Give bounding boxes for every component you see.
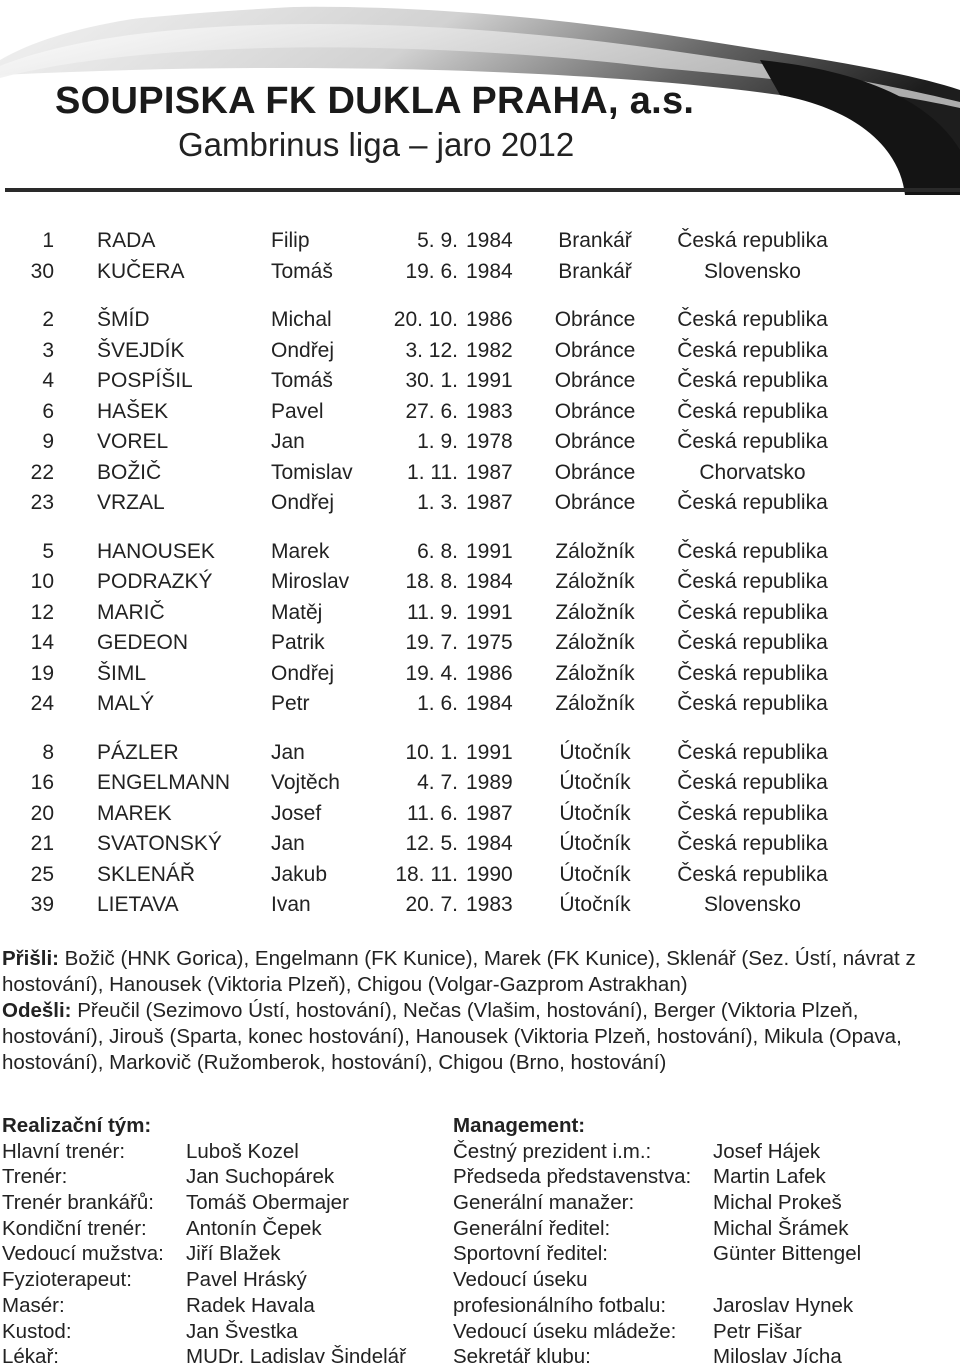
player-num: 24 [30,692,54,715]
player-row [0,458,960,489]
staff-role: Hlavní trenér: [2,1139,126,1163]
player-year: 1987 [466,801,513,825]
staff-role: Lékař: [2,1345,59,1369]
transfers-section [2,946,942,1076]
management-section [453,1113,953,1370]
player-nation: Česká republika [677,631,828,654]
management-person: Michal Šrámek [713,1216,849,1240]
player-first: Pavel [271,399,324,423]
player-dm: 1. 11. [407,460,458,484]
player-year: 1983 [466,893,513,916]
page-subtitle: Gambrinus liga – jaro 2012 [178,126,575,163]
player-position: Útočník [559,893,631,916]
player-row [0,257,960,288]
player-surname: PODRAZKÝ [97,570,213,593]
player-year: 1991 [466,740,513,764]
player-nation: Česká republika [677,740,828,764]
player-position: Útočník [559,740,631,764]
staff-person: Jiří Blažek [186,1242,281,1266]
player-surname: MAREK [97,801,172,825]
player-nation: Česká republika [677,430,828,453]
player-surname: VOREL [97,430,169,453]
player-dm: 5. 9. [417,229,458,252]
player-nation: Česká republika [677,600,828,624]
player-dm: 20. 7. [405,893,458,916]
player-year: 1991 [466,369,513,392]
player-num: 30 [30,259,54,283]
player-num: 9 [42,430,54,453]
player-nation: Česká republika [677,369,828,392]
management-row [453,1190,953,1216]
player-year: 1986 [466,661,513,685]
player-surname: BOŽIČ [97,460,162,484]
player-position: Obránce [554,460,636,484]
staff-row [2,1164,442,1190]
staff-person: Luboš Kozel [186,1139,299,1163]
player-dm: 6. 8. [417,539,458,563]
staff-row [2,1190,442,1216]
player-num: 23 [30,491,54,514]
staff-row [2,1139,442,1165]
player-num: 16 [30,771,54,794]
player-num: 21 [30,832,54,855]
player-first: Jakub [271,862,328,886]
player-first: Tomáš [271,259,333,283]
player-nation: Česká republika [677,399,828,423]
player-surname: ŠVEJDÍK [97,338,185,362]
player-position: Záložník [555,600,635,624]
player-first: Matěj [271,600,323,624]
player-nation: Chorvatsko [699,460,806,484]
player-first: Vojtěch [271,771,340,794]
player-first: Patrik [271,631,325,654]
player-nation: Česká republika [677,801,828,825]
player-surname: SKLENÁŘ [97,862,196,886]
player-surname: HAŠEK [97,399,169,423]
player-row [0,799,960,830]
staff-row [2,1216,442,1242]
player-position: Obránce [554,430,636,453]
roster-table [0,226,960,939]
player-position: Záložník [555,570,635,593]
player-dm: 19. 7. [405,631,458,654]
player-dm: 10. 1. [405,740,458,764]
player-surname: MARIČ [97,600,165,624]
player-dm: 19. 6. [405,259,458,283]
player-first: Michal [271,308,332,331]
management-role: Generální ředitel: [453,1216,611,1240]
staff-row [2,1293,442,1319]
player-row [0,598,960,629]
player-year: 1984 [466,832,513,855]
player-nation: Česká republika [677,229,828,252]
player-year: 1991 [466,600,513,624]
management-row [453,1216,953,1242]
player-year: 1986 [466,308,513,331]
player-row [0,689,960,720]
player-nation: Česká republika [677,570,828,593]
management-row [453,1344,953,1370]
transfers-arrived [2,946,942,998]
staff-role: Kustod: [2,1319,72,1343]
management-role: Sekretář klubu: [453,1345,591,1369]
player-dm: 20. 10. [393,308,458,331]
player-row [0,427,960,458]
player-dm: 18. 11. [395,862,458,886]
player-dm: 11. 6. [407,801,458,825]
player-year: 1987 [466,460,513,484]
player-num: 20 [30,801,54,825]
management-heading: Management: [453,1114,586,1137]
staff-role: Fyzioterapeut: [2,1268,132,1292]
player-dm: 4. 7. [417,771,458,794]
player-first: Tomislav [271,460,353,484]
management-row [453,1164,953,1190]
staff-section [2,1113,442,1370]
player-dm: 11. 9. [407,600,458,624]
player-nation: Česká republika [677,308,828,331]
roster-group [0,305,960,519]
player-year: 1975 [466,631,513,654]
player-row [0,226,960,257]
header-divider [5,188,960,192]
player-num: 10 [30,570,54,593]
management-role: Sportovní ředitel: [453,1242,608,1266]
player-first: Filip [271,229,310,252]
player-row [0,768,960,799]
player-year: 1990 [466,862,513,886]
player-num: 14 [30,631,54,654]
management-role: Generální manažer: [453,1191,635,1215]
staff-heading: Realizační tým: [2,1114,152,1137]
player-nation: Slovensko [704,893,801,916]
player-year: 1984 [466,692,513,715]
player-position: Záložník [555,661,635,685]
management-row [453,1293,953,1319]
player-dm: 12. 5. [405,832,458,855]
player-row [0,738,960,769]
player-num: 6 [42,399,54,423]
player-row [0,890,960,921]
player-dm: 3. 12. [405,338,458,362]
player-position: Obránce [554,491,636,514]
management-person: Jaroslav Hynek [713,1293,854,1317]
player-first: Jan [271,740,305,764]
transfers-arrived-text: Božič (HNK Gorica), Engelmann (FK Kunice), Marek (FK Kunice), Sklenář (Sez. Ústí, návrat z hostování), Hanousek (Viktoria Plzeň), Chigou (Volgar-Gazprom Astrakhan) [2,947,916,996]
player-first: Ondřej [271,491,335,514]
player-row [0,659,960,690]
player-row [0,567,960,598]
player-position: Záložník [555,631,635,654]
player-first: Jan [271,832,305,855]
player-nation: Slovensko [704,259,801,283]
player-dm: 19. 4. [405,661,458,685]
player-position: Obránce [554,308,636,331]
management-role: Vedoucí úseku [453,1268,588,1292]
management-person: Michal Prokeš [713,1191,842,1215]
player-position: Obránce [554,338,636,362]
management-person: Miloslav Jícha [713,1345,842,1369]
player-row [0,829,960,860]
player-position: Útočník [559,771,631,794]
player-surname: RADA [97,229,156,252]
staff-person: Antonín Čepek [186,1216,322,1240]
player-row [0,397,960,428]
player-surname: ENGELMANN [97,771,231,794]
player-dm: 27. 6. [405,399,458,423]
player-num: 25 [30,862,54,886]
player-position: Útočník [559,832,631,855]
staff-role: Trenér: [2,1165,68,1189]
player-dm: 1. 6. [417,692,458,715]
player-position: Obránce [554,369,636,392]
player-position: Brankář [558,259,632,283]
player-surname: VRZAL [97,491,165,514]
player-num: 8 [42,740,54,764]
staff-role: Masér: [2,1293,65,1317]
player-row [0,366,960,397]
staff-row [2,1344,442,1370]
staff-role: Trenér brankářů: [2,1191,154,1215]
staff-person: Jan Švestka [186,1319,298,1343]
player-year: 1989 [466,771,513,794]
player-position: Obránce [554,399,636,423]
player-position: Útočník [559,862,631,886]
roster-group [0,226,960,287]
player-num: 2 [42,308,54,331]
management-person: Günter Bittengel [713,1242,862,1266]
staff-person: Pavel Hráský [186,1268,307,1292]
player-row [0,488,960,519]
transfers-departed [2,998,942,1076]
player-nation: Česká republika [677,338,828,362]
transfers-departed-text: Přeučil (Sezimovo Ústí, hostování), Nečas (Vlašim, hostování), Berger (Viktoria Plzeň, hostování), Jirouš (Sparta, konec hostování), Hanousek (Viktoria Plzeň, hostování), Mikula (Opava, hostování), Markovič (Ružomberok, hostování), Chigou (Brno, hostování) [2,999,902,1074]
player-first: Ivan [271,893,311,916]
page-title: SOUPISKA FK DUKLA PRAHA, a.s. [55,80,695,122]
staff-row [2,1241,442,1267]
management-row [453,1241,953,1267]
player-num: 39 [30,893,54,916]
player-surname: POSPÍŠIL [97,369,193,392]
player-row [0,628,960,659]
staff-person: Radek Havala [186,1293,315,1317]
player-position: Útočník [559,801,631,825]
player-position: Záložník [555,692,635,715]
management-role: Čestný prezident i.m.: [453,1139,652,1163]
management-role: Předseda představenstva: [453,1165,692,1189]
staff-person: Tomáš Obermajer [186,1191,349,1215]
player-surname: SVATONSKÝ [97,832,222,855]
player-surname: LIETAVA [97,893,179,916]
management-person: Josef Hájek [713,1139,821,1163]
management-row [453,1267,953,1293]
player-year: 1984 [466,259,513,283]
management-person: Martin Lafek [713,1165,826,1189]
staff-row [2,1319,442,1345]
player-first: Miroslav [271,570,350,593]
player-first: Josef [271,801,322,825]
player-num: 3 [42,338,54,362]
player-nation: Česká republika [677,832,828,855]
staff-person: Jan Suchopárek [186,1165,335,1189]
player-first: Jan [271,430,305,453]
transfers-arrived-label: Přišli: [2,947,59,970]
management-role: Vedoucí úseku mládeže: [453,1319,677,1343]
player-row [0,860,960,891]
player-nation: Česká republika [677,862,828,886]
player-year: 1982 [466,338,513,362]
player-year: 1984 [466,229,513,252]
player-nation: Česká republika [677,661,828,685]
player-dm: 18. 8. [405,570,458,593]
player-row [0,305,960,336]
player-surname: GEDEON [97,631,189,654]
player-nation: Česká republika [677,539,828,563]
player-surname: PÁZLER [97,740,179,764]
player-nation: Česká republika [677,692,828,715]
player-first: Ondřej [271,661,335,685]
player-first: Marek [271,539,330,563]
player-first: Ondřej [271,338,335,362]
player-row [0,336,960,367]
player-position: Záložník [555,539,635,563]
player-surname: HANOUSEK [97,539,215,563]
staff-role: Kondiční trenér: [2,1216,147,1240]
player-dm: 1. 9. [417,430,458,453]
player-num: 19 [30,661,54,685]
player-year: 1983 [466,399,513,423]
roster-group [0,537,960,720]
staff-row [2,1267,442,1293]
player-surname: ŠIML [97,661,147,685]
player-surname: ŠMÍD [97,308,150,331]
player-num: 1 [42,229,54,252]
player-year: 1978 [466,430,513,453]
management-row [453,1139,953,1165]
player-num: 4 [42,369,54,392]
player-year: 1991 [466,539,513,563]
player-surname: KUČERA [97,259,185,283]
player-nation: Česká republika [677,771,828,794]
staff-person: MUDr. Ladislav Šindelář [186,1345,406,1369]
player-first: Tomáš [271,369,333,392]
management-row [453,1319,953,1345]
roster-group [0,738,960,921]
transfers-departed-label: Odešli: [2,999,72,1022]
player-row [0,537,960,568]
player-year: 1984 [466,570,513,593]
player-surname: MALÝ [97,692,155,715]
player-first: Petr [271,692,310,715]
player-dm: 1. 3. [417,491,458,514]
player-num: 5 [42,539,54,563]
player-dm: 30. 1. [405,369,458,392]
player-nation: Česká republika [677,491,828,514]
player-year: 1987 [466,491,513,514]
management-person: Petr Fišar [713,1319,802,1343]
player-position: Brankář [558,229,632,252]
management-role: profesionálního fotbalu: [453,1293,667,1317]
player-num: 12 [30,600,54,624]
staff-role: Vedoucí mužstva: [2,1242,164,1266]
player-num: 22 [30,460,54,484]
